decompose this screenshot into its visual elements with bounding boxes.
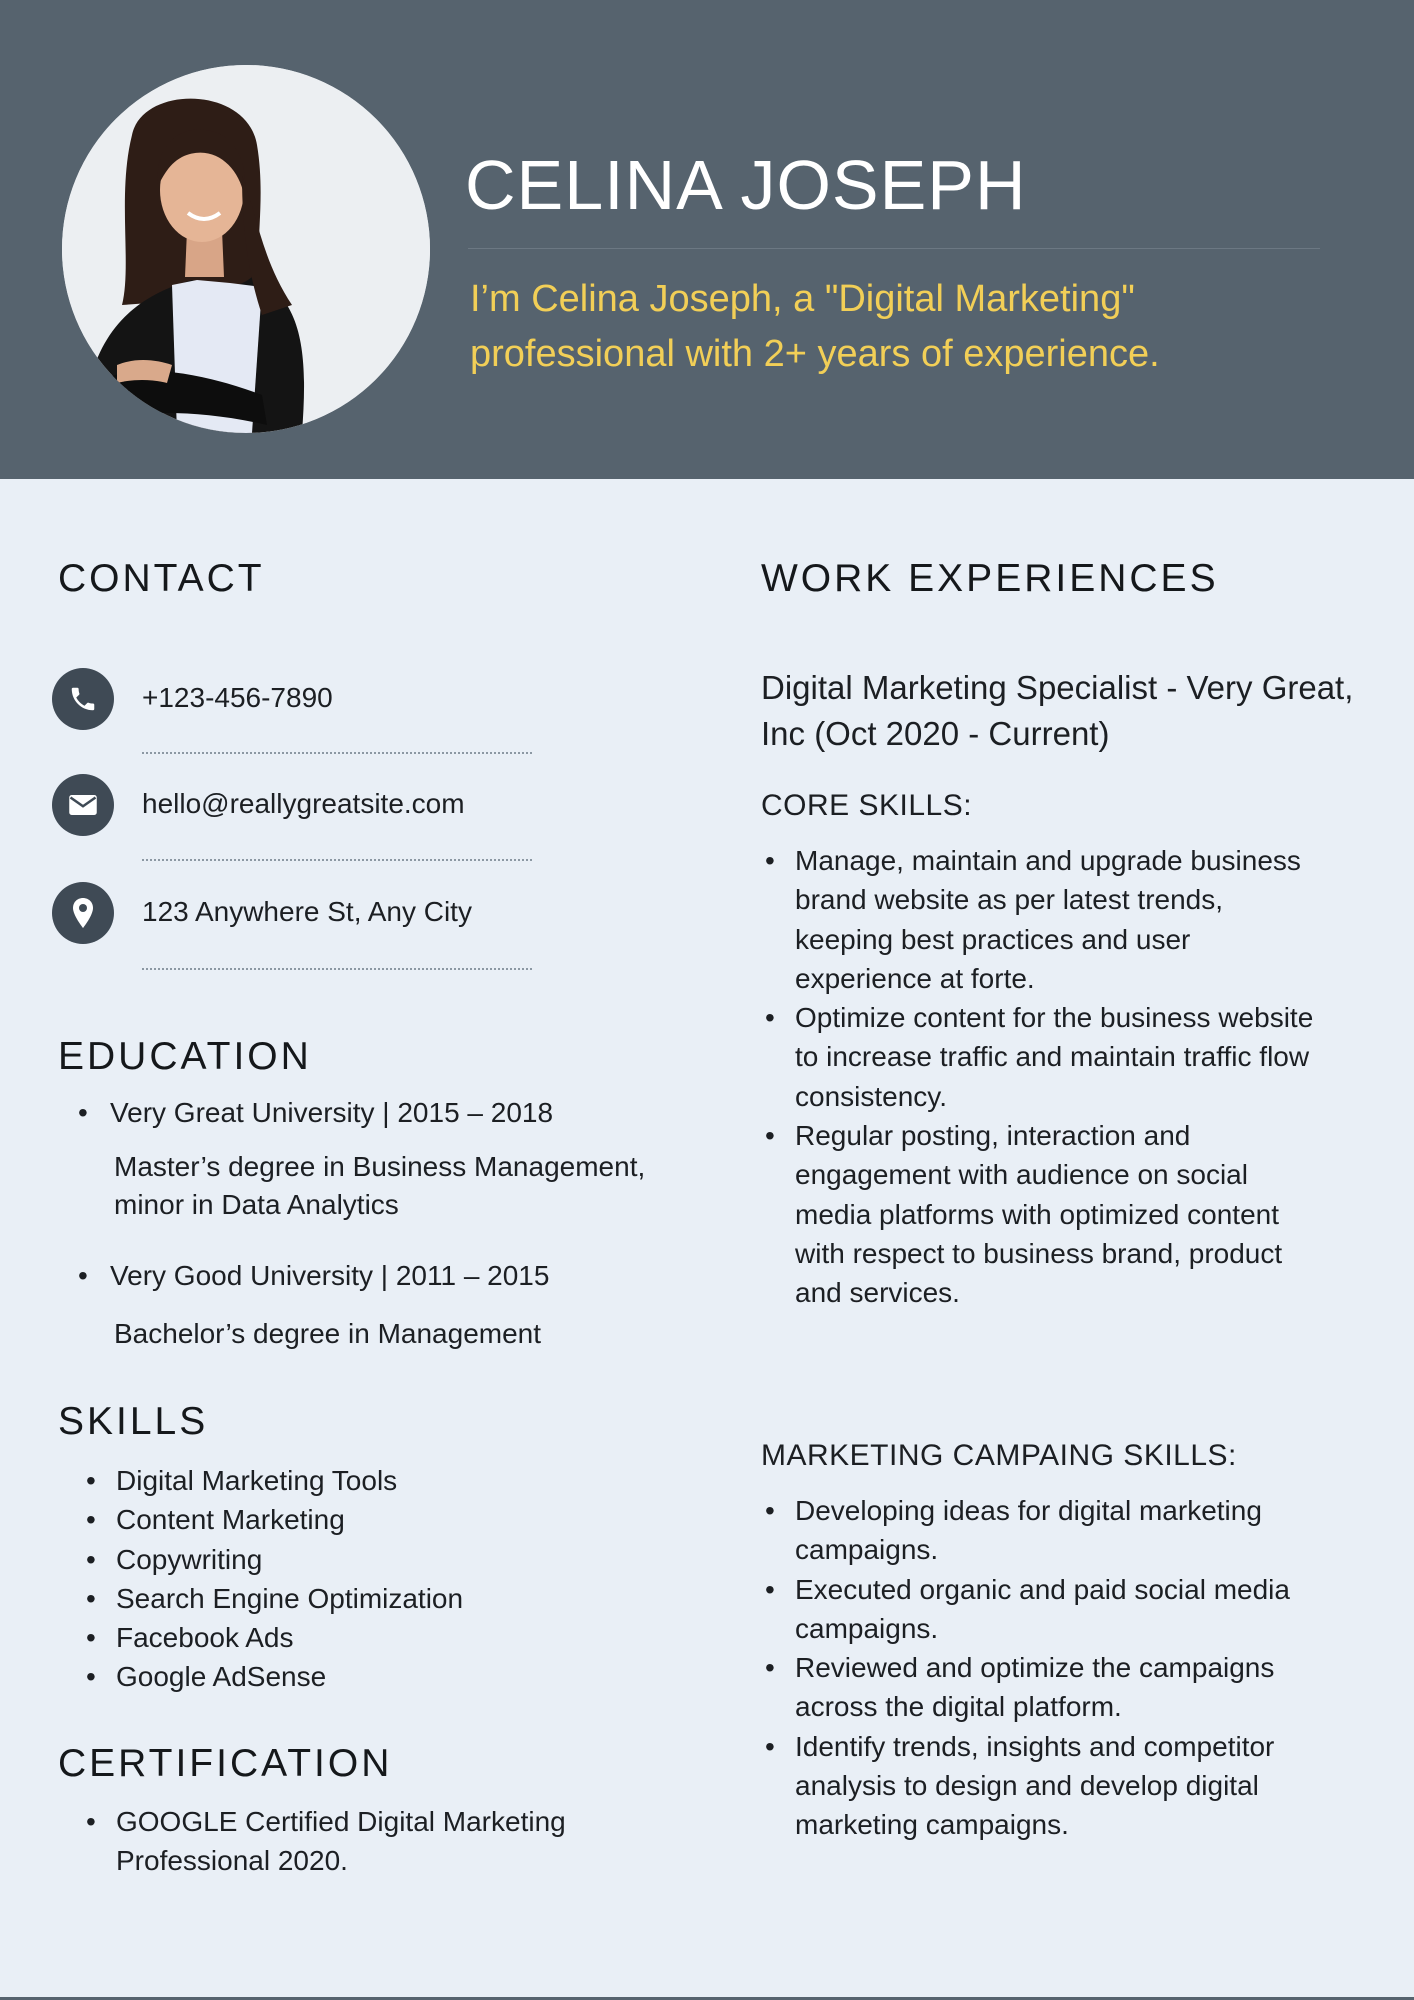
certification-item: • GOOGLE Certified Digital Marketing Professional 2020. <box>82 1802 662 1881</box>
education-entry: • Very Great University | 2015 – 2018 Master’s degree in Business Management, minor in Data Analytics <box>78 1094 698 1224</box>
header-divider <box>468 248 1320 249</box>
skills-list <box>82 1461 642 1697</box>
campaign-skill-item: • Executed organic and paid social media campaigns. <box>761 1570 1321 1649</box>
job-title: Digital Marketing Specialist - Very Great, Inc (Oct 2020 - Current) <box>761 669 1354 752</box>
campaign-skills-list <box>761 1491 1321 1845</box>
certification-list <box>82 1802 662 1881</box>
skill-item: • Copywriting <box>82 1540 642 1579</box>
core-skill-item: • Regular posting, interaction and engagement with audience on social media platforms with optimized content with respect to business brand, product and services. <box>761 1116 1321 1312</box>
portrait-illustration <box>62 65 430 433</box>
address-text: 123 Anywhere St, Any City <box>142 896 472 927</box>
contact-heading: CONTACT <box>58 557 265 600</box>
work-experience-heading: WORK EXPERIENCES <box>761 557 1219 600</box>
core-skills-heading: CORE SKILLS: <box>761 789 973 822</box>
skill-item: • Content Marketing <box>82 1500 642 1539</box>
contact-address-row <box>52 882 532 944</box>
skill-item: • Digital Marketing Tools <box>82 1461 642 1500</box>
skill-item: • Google AdSense <box>82 1657 642 1696</box>
contact-divider <box>142 968 532 970</box>
header-banner <box>0 0 1414 479</box>
profile-photo <box>62 65 430 433</box>
education-degree: Master’s degree in Business Management, minor in Data Analytics <box>114 1151 646 1220</box>
phone-icon <box>52 668 114 730</box>
certification-heading: CERTIFICATION <box>58 1742 393 1785</box>
candidate-name: CELINA JOSEPH <box>465 146 1027 224</box>
contact-phone-row <box>52 668 532 730</box>
campaign-skill-item: • Developing ideas for digital marketing campaigns. <box>761 1491 1321 1570</box>
envelope-icon <box>52 774 114 836</box>
campaign-skill-item: • Reviewed and optimize the campaigns across the digital platform. <box>761 1648 1321 1727</box>
tagline: I’m Celina Joseph, a "Digital Marketing" professional with 2+ years of experience. <box>470 278 1160 375</box>
core-skill-item: • Manage, maintain and upgrade business brand website as per latest trends, keeping best practices and user experience at forte. <box>761 841 1321 998</box>
core-skill-item: • Optimize content for the business website to increase traffic and maintain traffic flow consistency. <box>761 998 1321 1116</box>
phone-link[interactable]: +123-456-7890 <box>142 682 333 713</box>
education-school: Very Good University | 2011 – 2015 <box>110 1260 550 1291</box>
contact-email-row <box>52 774 532 836</box>
skills-heading: SKILLS <box>58 1400 209 1443</box>
location-pin-icon <box>52 882 114 944</box>
campaign-skill-item: • Identify trends, insights and competitor analysis to design and develop digital marketing campaigns. <box>761 1727 1321 1845</box>
contact-divider <box>142 752 532 754</box>
skill-item: • Search Engine Optimization <box>82 1579 642 1618</box>
email-link[interactable]: hello@reallygreatsite.com <box>142 788 465 819</box>
skill-item: • Facebook Ads <box>82 1618 642 1657</box>
education-entry: • Very Good University | 2011 – 2015 Bachelor’s degree in Management <box>78 1257 698 1353</box>
contact-divider <box>142 859 532 861</box>
education-school: Very Great University | 2015 – 2018 <box>110 1097 554 1128</box>
education-heading: EDUCATION <box>58 1035 312 1078</box>
core-skills-list <box>761 841 1321 1313</box>
campaign-skills-heading: MARKETING CAMPAING SKILLS: <box>761 1439 1237 1472</box>
education-degree: Bachelor’s degree in Management <box>114 1318 542 1349</box>
